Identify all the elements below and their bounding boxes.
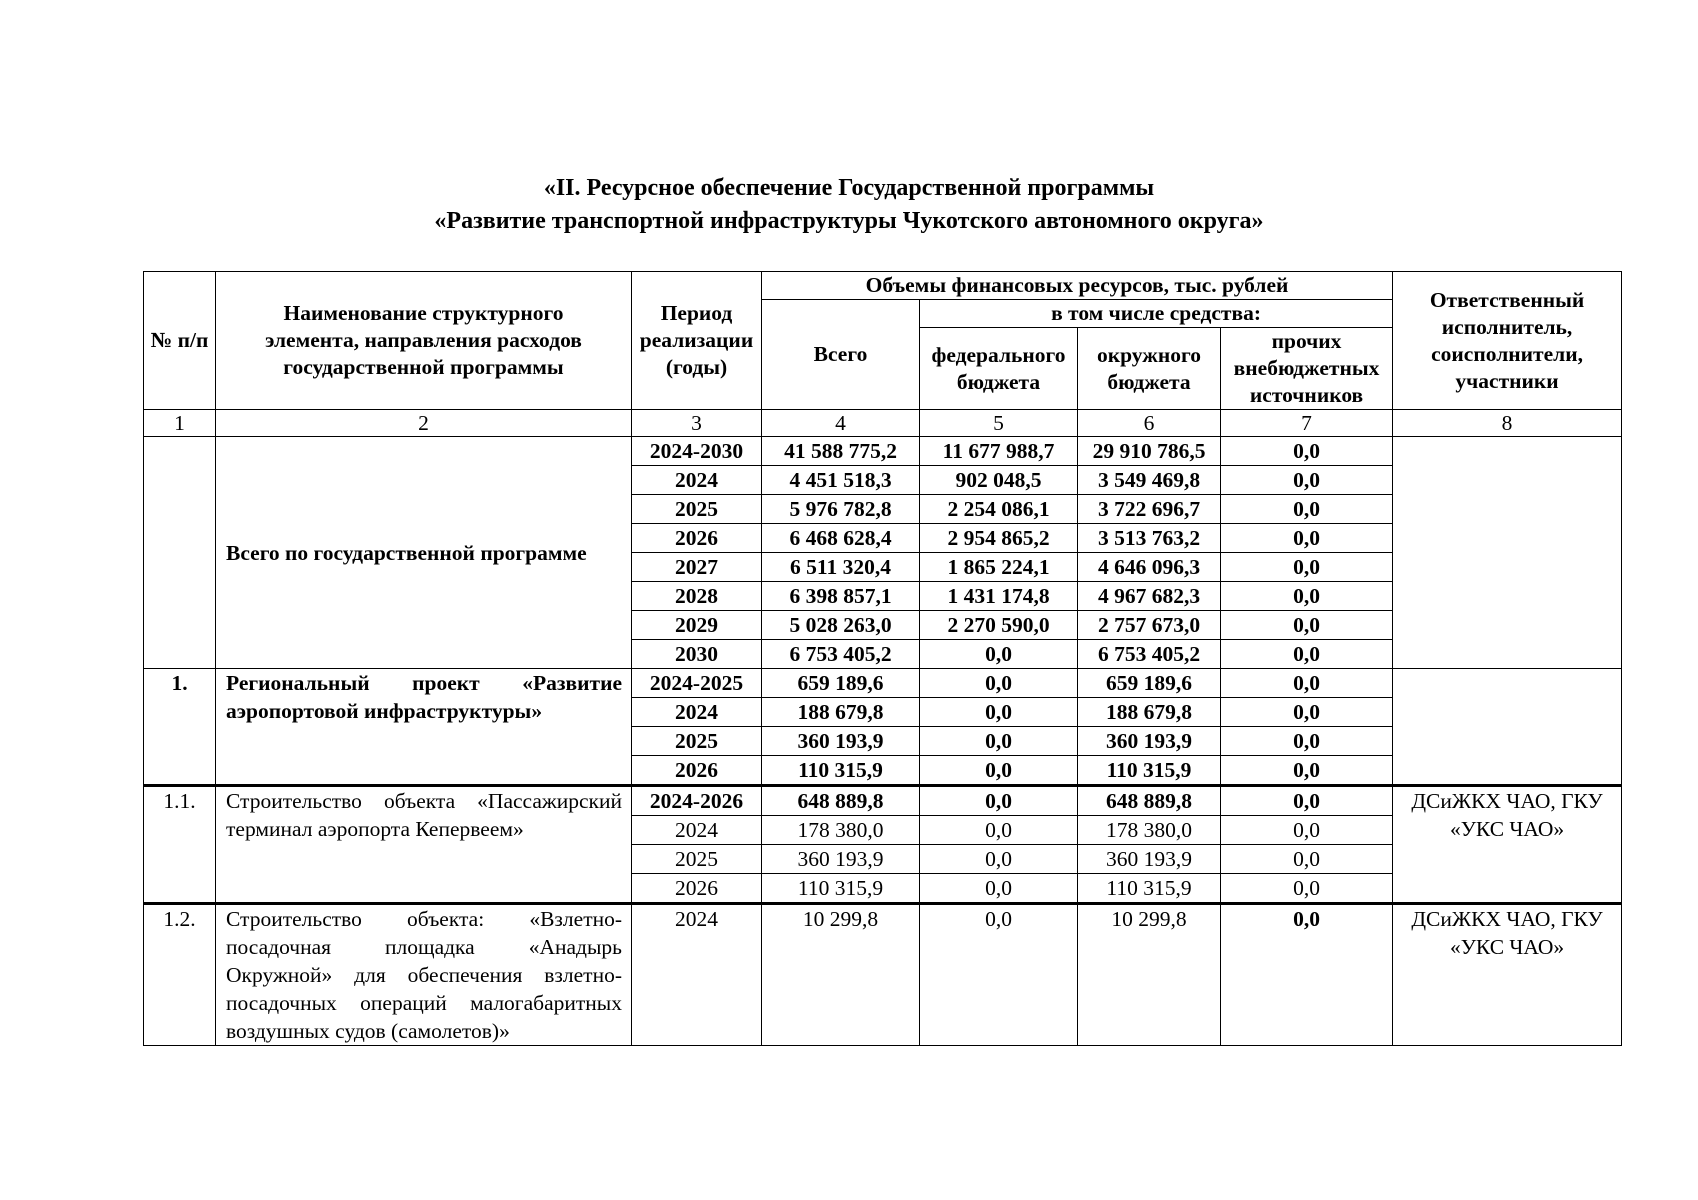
other-cell: 0,0 <box>1221 640 1393 669</box>
header-volumes: Объемы финансовых ресурсов, тыс. рублей <box>762 272 1393 300</box>
title-line-2: «Развитие транспортной инфраструктуры Чукотского автономного округа» <box>434 208 1264 234</box>
period-cell: 2024-2025 <box>632 669 762 698</box>
period-cell: 2030 <box>632 640 762 669</box>
district-cell: 6 753 405,2 <box>1078 640 1221 669</box>
total-cell: 4 451 518,3 <box>762 466 920 495</box>
row-num <box>144 437 216 669</box>
federal-cell: 0,0 <box>920 727 1078 756</box>
total-cell: 6 511 320,4 <box>762 553 920 582</box>
total-cell: 188 679,8 <box>762 698 920 727</box>
other-cell: 0,0 <box>1221 582 1393 611</box>
period-cell: 2028 <box>632 582 762 611</box>
title-line-1: «II. Ресурсное обеспечение Государственной программы <box>543 175 1155 201</box>
header-other: прочих внебюджетных источников <box>1221 328 1393 410</box>
federal-cell: 0,0 <box>920 786 1078 816</box>
responsible-cell: ДСиЖКХ ЧАО, ГКУ «УКС ЧАО» <box>1393 904 1622 1046</box>
period-cell: 2025 <box>632 727 762 756</box>
period-cell: 2026 <box>632 524 762 553</box>
column-number: 2 <box>216 410 632 437</box>
row-num: 1. <box>144 669 216 786</box>
other-cell: 0,0 <box>1221 437 1393 466</box>
district-cell: 4 967 682,3 <box>1078 582 1221 611</box>
district-cell: 110 315,9 <box>1078 874 1221 904</box>
table-row <box>144 904 1622 1046</box>
total-cell: 178 380,0 <box>762 816 920 845</box>
federal-cell: 0,0 <box>920 816 1078 845</box>
other-cell: 0,0 <box>1221 845 1393 874</box>
column-number: 7 <box>1221 410 1393 437</box>
federal-cell: 0,0 <box>920 845 1078 874</box>
total-cell: 110 315,9 <box>762 874 920 904</box>
row-name: Строительство объекта: «Взлетно-посадочная площадка «Анадырь Окружной» для обеспечения взлетно-посадочных операций малогабаритных воздушных судов (самолетов)» <box>216 904 632 1046</box>
district-cell: 10 299,8 <box>1078 904 1221 1046</box>
column-number: 6 <box>1078 410 1221 437</box>
header-period: Период реализации (годы) <box>632 272 762 410</box>
period-cell: 2024-2026 <box>632 786 762 816</box>
district-cell: 4 646 096,3 <box>1078 553 1221 582</box>
row-name: Строительство объекта «Пассажирский терминал аэропорта Кепервеем» <box>216 786 632 904</box>
district-cell: 3 513 763,2 <box>1078 524 1221 553</box>
table-row <box>144 437 1622 466</box>
other-cell: 0,0 <box>1221 524 1393 553</box>
district-cell: 110 315,9 <box>1078 756 1221 786</box>
district-cell: 29 910 786,5 <box>1078 437 1221 466</box>
other-cell: 0,0 <box>1221 669 1393 698</box>
total-cell: 6 468 628,4 <box>762 524 920 553</box>
period-cell: 2027 <box>632 553 762 582</box>
district-cell: 3 549 469,8 <box>1078 466 1221 495</box>
total-cell: 5 028 263,0 <box>762 611 920 640</box>
other-cell: 0,0 <box>1221 786 1393 816</box>
other-cell: 0,0 <box>1221 611 1393 640</box>
district-cell: 2 757 673,0 <box>1078 611 1221 640</box>
federal-cell: 0,0 <box>920 640 1078 669</box>
period-cell: 2026 <box>632 874 762 904</box>
district-cell: 178 380,0 <box>1078 816 1221 845</box>
federal-cell: 0,0 <box>920 698 1078 727</box>
federal-cell: 11 677 988,7 <box>920 437 1078 466</box>
table-row <box>144 669 1622 698</box>
header-including: в том числе средства: <box>920 300 1393 328</box>
period-cell: 2024 <box>632 816 762 845</box>
row-name: Региональный проект «Развитие аэропортовой инфраструктуры» <box>216 669 632 786</box>
table-row <box>144 786 1622 816</box>
other-cell: 0,0 <box>1221 553 1393 582</box>
header-total: Всего <box>762 300 920 410</box>
period-cell: 2026 <box>632 756 762 786</box>
header-federal: федерального бюджета <box>920 328 1078 410</box>
federal-cell: 0,0 <box>920 669 1078 698</box>
total-cell: 10 299,8 <box>762 904 920 1046</box>
header-name: Наименование структурного элемента, направления расходов государственной программы <box>216 272 632 410</box>
column-number: 8 <box>1393 410 1622 437</box>
column-numbers-row <box>144 410 1622 437</box>
district-cell: 188 679,8 <box>1078 698 1221 727</box>
period-cell: 2025 <box>632 845 762 874</box>
federal-cell: 902 048,5 <box>920 466 1078 495</box>
total-cell: 360 193,9 <box>762 845 920 874</box>
period-cell: 2025 <box>632 495 762 524</box>
other-cell: 0,0 <box>1221 904 1393 1046</box>
total-cell: 6 753 405,2 <box>762 640 920 669</box>
federal-cell: 1 865 224,1 <box>920 553 1078 582</box>
row-name: Всего по государственной программе <box>216 437 632 669</box>
federal-cell: 0,0 <box>920 874 1078 904</box>
total-cell: 360 193,9 <box>762 727 920 756</box>
other-cell: 0,0 <box>1221 466 1393 495</box>
period-cell: 2024 <box>632 698 762 727</box>
period-cell: 2024 <box>632 466 762 495</box>
total-cell: 41 588 775,2 <box>762 437 920 466</box>
district-cell: 360 193,9 <box>1078 845 1221 874</box>
district-cell: 659 189,6 <box>1078 669 1221 698</box>
total-cell: 5 976 782,8 <box>762 495 920 524</box>
federal-cell: 2 954 865,2 <box>920 524 1078 553</box>
total-cell: 6 398 857,1 <box>762 582 920 611</box>
header-district: окружного бюджета <box>1078 328 1221 410</box>
total-cell: 110 315,9 <box>762 756 920 786</box>
responsible-cell <box>1393 669 1622 786</box>
other-cell: 0,0 <box>1221 816 1393 845</box>
document-title <box>0 172 1698 238</box>
column-number: 5 <box>920 410 1078 437</box>
resource-table <box>143 271 1622 1046</box>
district-cell: 648 889,8 <box>1078 786 1221 816</box>
other-cell: 0,0 <box>1221 756 1393 786</box>
other-cell: 0,0 <box>1221 495 1393 524</box>
row-num: 1.1. <box>144 786 216 904</box>
row-num: 1.2. <box>144 904 216 1046</box>
federal-cell: 2 270 590,0 <box>920 611 1078 640</box>
other-cell: 0,0 <box>1221 874 1393 904</box>
total-cell: 659 189,6 <box>762 669 920 698</box>
header-responsible: Ответственный исполнитель, соисполнители, участники <box>1393 272 1622 410</box>
total-cell: 648 889,8 <box>762 786 920 816</box>
header-num: № п/п <box>144 272 216 410</box>
district-cell: 360 193,9 <box>1078 727 1221 756</box>
other-cell: 0,0 <box>1221 727 1393 756</box>
period-cell: 2029 <box>632 611 762 640</box>
column-number: 1 <box>144 410 216 437</box>
column-number: 3 <box>632 410 762 437</box>
district-cell: 3 722 696,7 <box>1078 495 1221 524</box>
responsible-cell: ДСиЖКХ ЧАО, ГКУ «УКС ЧАО» <box>1393 786 1622 904</box>
responsible-cell <box>1393 437 1622 669</box>
other-cell: 0,0 <box>1221 698 1393 727</box>
column-number: 4 <box>762 410 920 437</box>
period-cell: 2024 <box>632 904 762 1046</box>
period-cell: 2024-2030 <box>632 437 762 466</box>
federal-cell: 0,0 <box>920 756 1078 786</box>
federal-cell: 1 431 174,8 <box>920 582 1078 611</box>
federal-cell: 2 254 086,1 <box>920 495 1078 524</box>
federal-cell: 0,0 <box>920 904 1078 1046</box>
